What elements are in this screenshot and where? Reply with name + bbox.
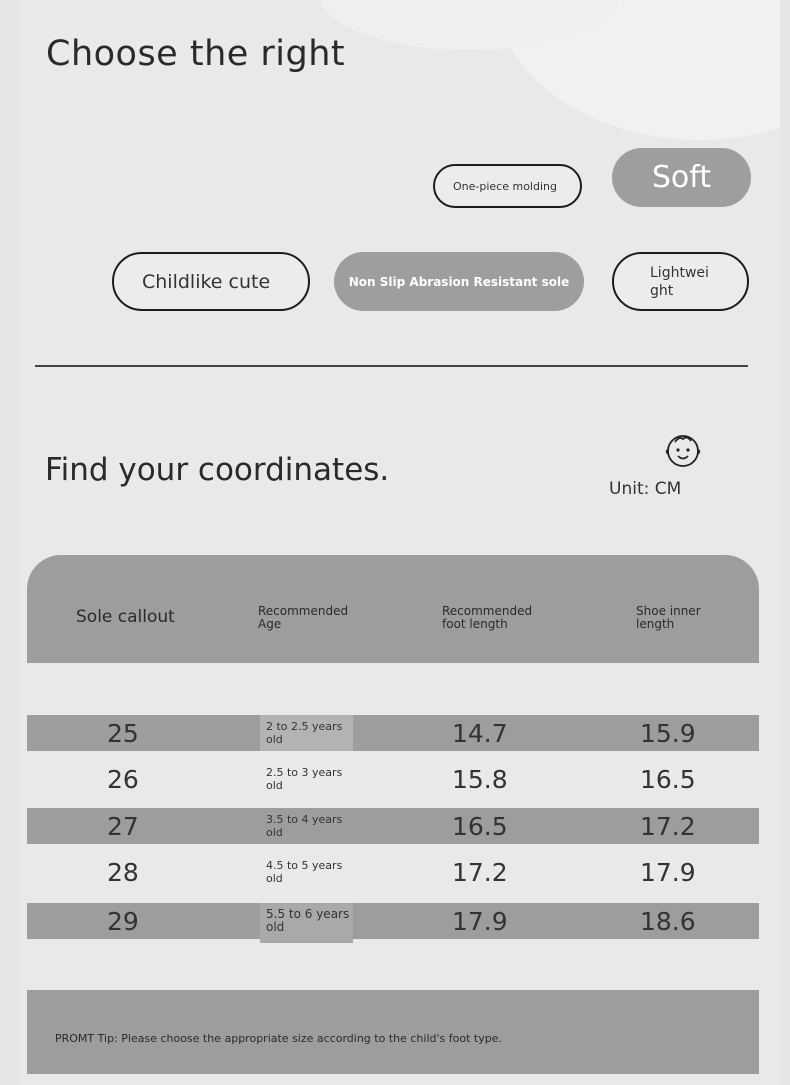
- sole-cell: 26: [107, 764, 139, 794]
- table-row: [27, 808, 759, 844]
- page-title: Choose the right: [46, 34, 346, 74]
- inner-length-cell: 17.9: [640, 857, 696, 887]
- table-row: [27, 903, 759, 939]
- size-section-title: Find your coordinates.: [45, 452, 390, 488]
- foot-length-cell: 15.8: [452, 764, 508, 794]
- inner-length-cell: 15.9: [640, 718, 696, 748]
- inner-length-cell: 17.2: [640, 811, 696, 841]
- table-row: [27, 761, 759, 797]
- tip-banner: [27, 990, 759, 1074]
- feature-tag-lightweight: Lightweight: [612, 252, 749, 311]
- column-header-foot-length: Recommended foot length: [442, 604, 533, 631]
- sole-cell: 28: [107, 857, 139, 887]
- sole-cell: 25: [107, 718, 139, 748]
- baby-face-icon: [662, 430, 704, 470]
- column-header-inner-length: Shoe inner length: [636, 604, 701, 631]
- column-header-age: Recommended Age: [258, 604, 349, 631]
- section-divider: [35, 365, 748, 367]
- sole-cell: 27: [107, 811, 139, 841]
- inner-length-cell: 16.5: [640, 764, 696, 794]
- foot-length-cell: 14.7: [452, 718, 508, 748]
- inner-length-cell: 18.6: [640, 906, 696, 936]
- age-cell: 2.5 to 3 years old: [266, 766, 343, 792]
- age-cell: 2 to 2.5 years old: [266, 720, 343, 746]
- column-header-sole: Sole callout: [76, 607, 175, 627]
- table-row: [27, 854, 759, 890]
- table-header: [27, 555, 759, 663]
- foot-length-cell: 17.2: [452, 857, 508, 887]
- feature-tag-one-piece: One-piece molding: [433, 164, 582, 208]
- foot-length-cell: 17.9: [452, 906, 508, 936]
- foot-length-cell: 16.5: [452, 811, 508, 841]
- sole-cell: 29: [107, 906, 139, 936]
- feature-tag-soft: Soft: [612, 148, 751, 207]
- feature-tag-childlike: Childlike cute: [112, 252, 310, 311]
- unit-label: Unit: CM: [609, 479, 682, 499]
- age-cell: 5.5 to 6 years old: [266, 907, 350, 934]
- feature-tag-non-slip: Non Slip Abrasion Resistant sole: [334, 252, 584, 311]
- age-cell: 3.5 to 4 years old: [266, 813, 343, 839]
- table-row: [27, 715, 759, 751]
- tip-text: PROMT Tip: Please choose the appropriate size according to the child's foot type.: [55, 1032, 502, 1045]
- age-cell: 4.5 to 5 years old: [266, 859, 343, 885]
